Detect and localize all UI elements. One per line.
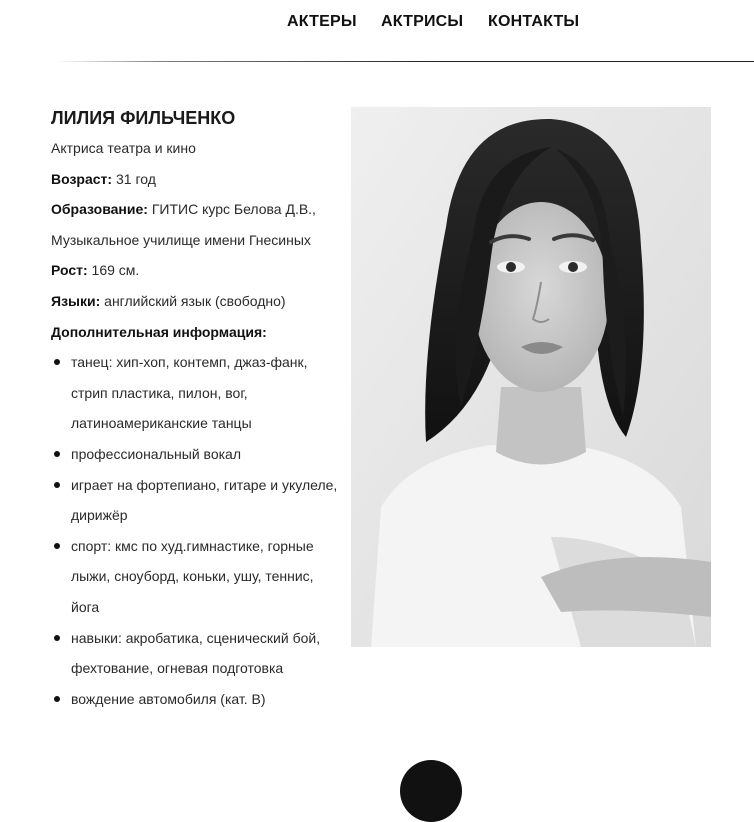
- list-item: [51, 531, 341, 623]
- nav-link-contacts[interactable]: КОНТАКТЫ: [488, 13, 580, 30]
- nav-link-actors[interactable]: АКТЕРЫ: [287, 13, 357, 30]
- bullet-dot-icon: [54, 482, 60, 488]
- height-label: Рост:: [51, 262, 88, 279]
- list-item: [51, 347, 341, 439]
- header-divider: [55, 61, 754, 62]
- list-item-text: играет на фортепиано, гитаре и укулеле, дирижёр: [71, 476, 338, 524]
- age-value: 31 год: [112, 170, 156, 187]
- extra-info-list: [51, 347, 341, 714]
- list-item-text: профессиональный вокал: [71, 445, 242, 462]
- education-row-continued: Музыкальное училище имени Гнесиных: [51, 231, 311, 248]
- bullet-dot-icon: [54, 451, 60, 457]
- nav-link-actresses[interactable]: АКТРИСЫ: [381, 13, 464, 30]
- profile-info: [51, 103, 341, 714]
- actor-portrait-photo: [351, 107, 711, 647]
- portrait-illustration: [351, 107, 711, 647]
- list-item-text: спорт: кмс по худ.гимнастике, горные лыжи, сноуборд, коньки, ушу, теннис, йога: [71, 537, 314, 615]
- age-label: Возраст:: [51, 170, 113, 187]
- bullet-dot-icon: [54, 359, 60, 365]
- bullet-dot-icon: [54, 696, 60, 702]
- height-row: [51, 255, 341, 286]
- languages-label: Языки:: [51, 292, 101, 309]
- list-item: [51, 684, 341, 715]
- bullet-dot-icon: [54, 543, 60, 549]
- circle-button-icon[interactable]: [400, 760, 462, 822]
- education-row: [51, 194, 341, 225]
- education-value: ГИТИС курс Белова Д.В.,: [147, 201, 316, 218]
- list-item: [51, 470, 341, 531]
- education-label: Образование:: [51, 201, 148, 218]
- list-item-text: навыки: акробатика, сценический бой, фехтование, огневая подготовка: [71, 629, 321, 677]
- list-item-text: вождение автомобиля (кат. В): [71, 690, 266, 707]
- extra-info-heading: [51, 317, 341, 348]
- bullet-dot-icon: [54, 635, 60, 641]
- actor-role: Актриса театра и кино: [51, 140, 196, 156]
- extra-info-label: Дополнительная информация:: [51, 323, 267, 340]
- age-row: [51, 164, 341, 195]
- top-navigation: [0, 0, 754, 46]
- list-item-text: танец: хип-хоп, контемп, джаз-фанк, стрип пластика, пилон, вог, латиноамериканские танцы: [71, 354, 308, 432]
- list-item: [51, 439, 341, 470]
- actor-name: ЛИЛИЯ ФИЛЬЧЕНКО: [51, 108, 236, 128]
- height-value: 169 см.: [87, 262, 140, 279]
- list-item: [51, 623, 341, 684]
- languages-row: [51, 286, 341, 317]
- languages-value: английский язык (свободно): [100, 292, 286, 309]
